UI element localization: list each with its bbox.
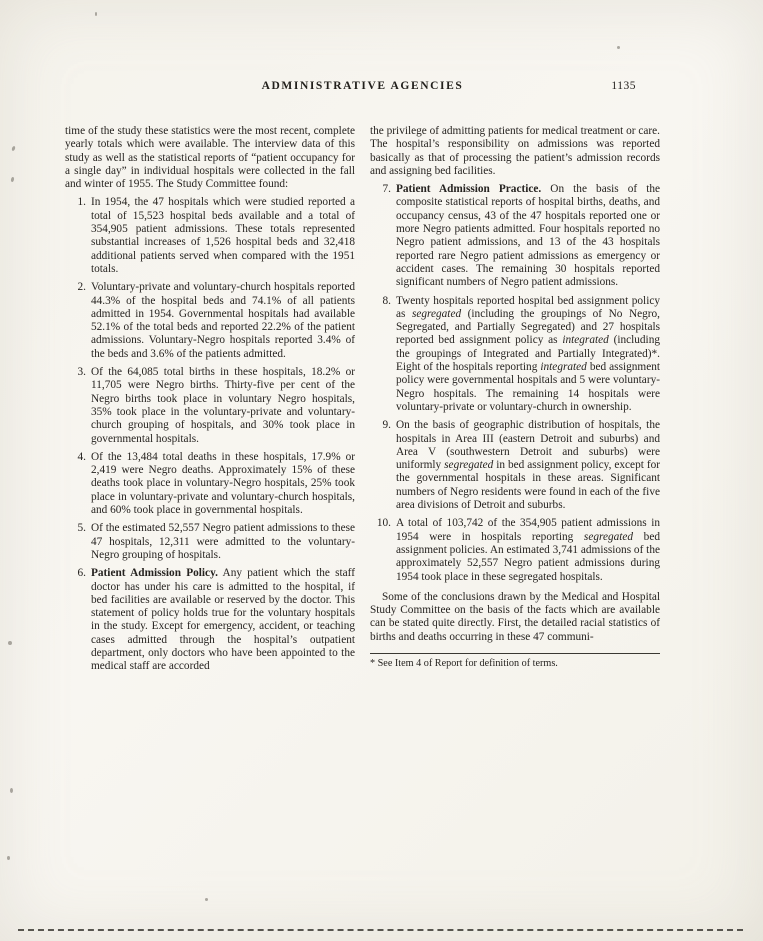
left-column: [65, 125, 355, 674]
continuation-paragraph: the privilege of admitting patients for medical treatment or care. The hospital’s responsibility on admissions was reported basically as that of processing the patient’s admission records and assigning bed facilities.: [370, 125, 660, 177]
item-text: Of the 13,484 total deaths in these hospitals, 17.9% or 2,419 were Negro deaths. Approximately 15% of these deaths took place in voluntary-Negro hospitals, 25% took place in voluntary-private and voluntary-church hospitals, and 60% took place in governmental hospitals.: [91, 450, 355, 517]
item-text: A total of 103,742 of the 354,905 patient admissions in 1954 were in hospitals reporting segregated bed assignment policies. An estimated 3,741 admissions of the approximately 52,557 Negro patient admissions during 1954 took place in these segregated hospitals.: [396, 517, 660, 583]
scan-speck: [7, 856, 10, 860]
list-item: [370, 517, 660, 583]
item-number: 10.: [376, 517, 391, 530]
list-item: [65, 451, 355, 517]
running-title: ADMINISTRATIVE AGENCIES: [261, 80, 464, 92]
page-header: [65, 80, 660, 96]
item-number: 8.: [382, 294, 391, 307]
item-text: Patient Admission Practice. On the basis of the composite statistical reports of hospital births, deaths, and occupancy census, 43 of the 47 hospitals reported one or more Negro patients admitted. Four hospitals reported no Negro patient admissions, and 13 of the 43 hospitals reported rare Negro patient admissions as emergency or accident cases. The remaining 30 hospitals reported significant numbers of Negro patient admissions.: [396, 183, 660, 289]
item-text: Of the 64,085 total births in these hospitals, 18.2% or 11,705 were Negro births. Thirty-five per cent of the Negro births took place in voluntary Negro hospitals, 35% took place in the voluntary-private and voluntary-church grouping of hospitals, and 30% took place in governmental hospitals.: [91, 366, 355, 445]
footnote: * See Item 4 of Report for definition of terms.: [370, 657, 558, 669]
list-item: [65, 281, 355, 361]
scan-speck: [10, 788, 13, 793]
list-item: [370, 183, 660, 289]
intro-paragraph: time of the study these statistics were the most recent, complete yearly totals which were available. The interview data of this study as well as the statistical reports of “patient occupancy for a single day” in individual hospitals were collected in the fall and winter of 1955. The Study Committee found:: [65, 125, 355, 191]
scan-edge-line: [18, 929, 743, 931]
item-number: 9.: [382, 419, 391, 432]
list-item: [65, 522, 355, 562]
right-column: [370, 125, 660, 674]
closing-paragraph: Some of the conclusions drawn by the Medical and Hospital Study Committee on the basis of the facts which are available can be stated quite directly. First, the detailed racial statistics of births and deaths occurring in these 47 communi-: [370, 590, 660, 643]
item-number: 3.: [77, 366, 86, 379]
list-item: [65, 366, 355, 446]
scan-speck: [8, 641, 12, 645]
item-text: Patient Admission Policy. Any patient which the staff doctor has under his care is admitted to the hospital, if bed facilities are available or reserved by the doctor. This statement of policy holds true for the voluntary hospitals in the study. Except for emergency, accident, or teaching cases admitted through the hospital’s outpatient department, only doctors who have been appointed to the medical staff are accorded: [91, 567, 355, 673]
text-columns: [65, 125, 660, 674]
item-text: Voluntary-private and voluntary-church hospitals reported 44.3% of the hospital beds and 74.1% of all patients admitted in 1954. Governmental hospitals had available 52.1% of the total beds and reported 22.2% of the patient admissions. Voluntary-Negro hospitals reported 3.4% of the beds and 3.6% of the patients admitted.: [91, 281, 355, 360]
item-number: 1.: [77, 196, 86, 209]
page-number: 1135: [611, 80, 636, 92]
scan-speck: [11, 177, 15, 183]
item-number: 2.: [77, 281, 86, 294]
item-text: On the basis of geographic distribution of hospitals, the hospitals in Area III (eastern Detroit and suburbs) and Area V (southwestern Detroit and suburbs) were uniformly segregated in bed assignment policy, except for the governmental hospitals in these areas. Significant numbers of Negro residents were found in each of the five area divisions of Detroit and suburbs.: [396, 419, 660, 512]
scan-speck: [95, 12, 97, 16]
list-item: [65, 196, 355, 276]
list-item: [370, 419, 660, 512]
scan-speck: [617, 46, 620, 49]
item-text: Of the estimated 52,557 Negro patient admissions to these 47 hospitals, 12,311 were admitted to the voluntary-Negro grouping of hospitals.: [91, 522, 355, 561]
footnote-rule: [370, 653, 660, 654]
item-number: 7.: [382, 183, 391, 196]
item-number: 5.: [77, 522, 86, 535]
scan-speck: [11, 146, 16, 152]
item-number: 6.: [77, 567, 86, 580]
list-item: [65, 567, 355, 673]
item-text: In 1954, the 47 hospitals which were studied reported a total of 15,523 hospital beds available and a total of 354,905 patient admissions. These totals represented substantial increases of 1,526 hospital beds and 32,418 additional patients served when compared with the 1951 totals.: [91, 196, 355, 275]
item-number: 4.: [77, 450, 86, 463]
scan-speck: [205, 898, 208, 901]
list-item: [370, 295, 660, 415]
item-text: Twenty hospitals reported hospital bed assignment policy as segregated (including the groupings of No Negro, Segregated, and Partially Segregated) and 27 hospitals reported bed assignment policy as integrated (including the groupings of Integrated and Partially Integrated)*. Eight of the hospitals reporting integrated bed assignment policy were governmental hospitals and 5 were voluntary-Negro hospitals. The remaining 14 hospitals were voluntary-private or voluntary-church in ownership.: [396, 294, 660, 413]
